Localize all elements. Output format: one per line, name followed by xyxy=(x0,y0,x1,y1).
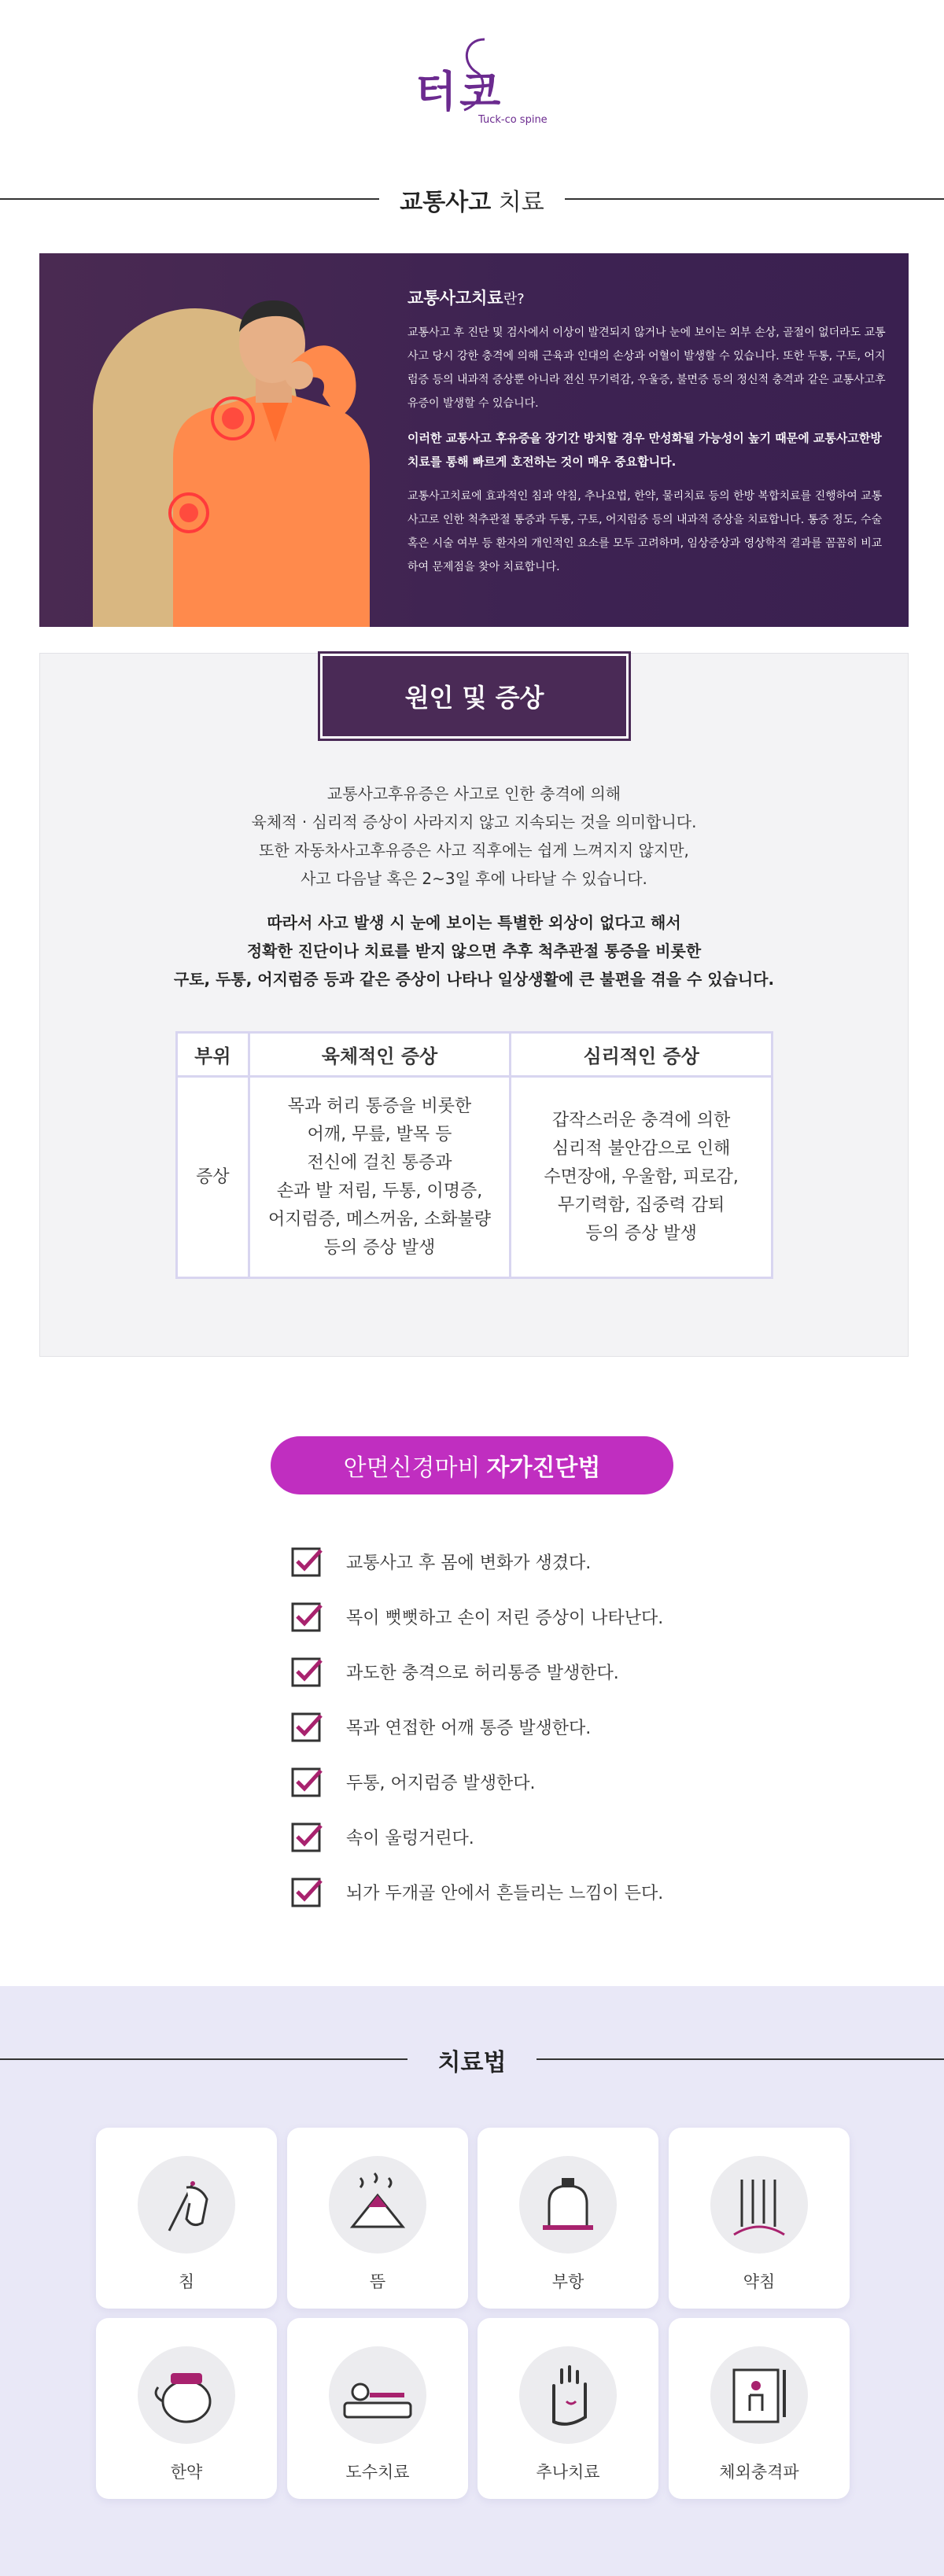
treatment-label: 부항 xyxy=(551,2272,584,2291)
checklist-item[interactable] xyxy=(291,1542,763,1597)
causes-line: 사고 다음날 혹은 2~3일 후에 나타날 수 있습니다. xyxy=(301,869,647,888)
table-header: 부위 xyxy=(177,1033,249,1077)
intro-paragraph-3: 교통사고치료에 효과적인 침과 약침, 추나요법, 한약, 물리치료 등의 한방 복합치료를 진행하여 교통사고로 인한 척추관절 통증과 두통, 구토, 어지럼증 등의 내과적 증상을 치료합니다. 통증 정도, 수술 혹은 시술 여부 등 환자의 개인적인 요소를 모두 고려하며, 임상증상과 영상학적 결과를 꼼꼼히 비교하여 문제점을 찾아 치료합니다. xyxy=(407,490,883,573)
checklist xyxy=(291,1542,763,1927)
symptom-table xyxy=(175,1031,773,1279)
patient-illustration xyxy=(142,277,393,627)
shockwave-icon xyxy=(710,2346,808,2444)
checklist-label: 두통, 어지럼증 발생한다. xyxy=(346,1774,536,1793)
treatment-label: 추나치료 xyxy=(536,2463,600,2482)
herbal-medicine-icon xyxy=(138,2346,235,2444)
checklist-label: 속이 울렁거린다. xyxy=(346,1829,474,1848)
logo-english: Tuck-co spine xyxy=(478,114,548,126)
causes-description xyxy=(40,779,908,993)
symptom-line: 어깨, 무릎, 발목 등 xyxy=(307,1124,452,1144)
checklist-item[interactable] xyxy=(291,1817,763,1872)
treatment-card-acupuncture[interactable] xyxy=(96,2128,277,2309)
symptom-line: 갑작스러운 충격에 의한 xyxy=(551,1110,731,1130)
section-title-treatment xyxy=(0,182,944,214)
self-diagnosis-title: 안면신경마비 자가진단법 xyxy=(271,1436,673,1494)
symptom-line: 무기력함, 집중력 감퇴 xyxy=(558,1195,725,1215)
treatment-card-moxibustion[interactable] xyxy=(287,2128,468,2309)
checklist-item[interactable] xyxy=(291,1872,763,1927)
chuna-icon xyxy=(519,2346,617,2444)
section-title-treatment-methods xyxy=(0,2043,944,2077)
causes-title: 원인 및 증상 xyxy=(320,654,629,739)
causes-line: 또한 자동차사고후유증은 사고 직후에는 쉽게 느껴지지 않지만, xyxy=(259,841,689,860)
table-header: 육체적인 증상 xyxy=(249,1033,511,1077)
checklist-label: 목이 뻣뻣하고 손이 저린 증상이 나타난다. xyxy=(346,1609,664,1628)
treatment-label: 도수치료 xyxy=(345,2463,410,2482)
table-row-label: 증상 xyxy=(177,1077,249,1278)
checkbox-checked-icon[interactable] xyxy=(291,1876,323,1907)
checkbox-checked-icon[interactable] xyxy=(291,1601,323,1632)
manual-therapy-icon xyxy=(329,2346,426,2444)
causes-bold-line: 구토, 두통, 어지럼증 등과 같은 증상이 나타나 일상생활에 큰 불편을 겪을 수 있습니다. xyxy=(173,970,775,989)
treatment-label: 침 xyxy=(178,2272,195,2291)
checklist-item[interactable] xyxy=(291,1762,763,1817)
checklist-label: 뇌가 두개골 안에서 흔들리는 느낌이 든다. xyxy=(346,1884,664,1903)
symptom-line: 목과 허리 통증을 비롯한 xyxy=(287,1096,472,1116)
psychological-symptoms-cell xyxy=(511,1077,773,1278)
checkbox-checked-icon[interactable] xyxy=(291,1656,323,1687)
checklist-item[interactable] xyxy=(291,1652,763,1707)
checkbox-checked-icon[interactable] xyxy=(291,1821,323,1852)
symptom-line: 어지럼증, 메스꺼움, 소화불량 xyxy=(268,1209,492,1229)
checklist-label: 과도한 충격으로 허리통증 발생한다. xyxy=(346,1664,619,1683)
treatment-label: 약침 xyxy=(743,2272,776,2291)
herbal-acupuncture-icon xyxy=(710,2156,808,2254)
treatment-card-herbal-acupuncture[interactable] xyxy=(669,2128,850,2309)
treatment-card-chuna[interactable] xyxy=(478,2318,658,2499)
table-header: 심리적인 증상 xyxy=(511,1033,773,1077)
logo[interactable] xyxy=(409,31,551,134)
intro-paragraph-2: 이러한 교통사고 후유증을 장기간 방치할 경우 만성화될 가능성이 높기 때문에 교통사고한방치료를 통해 빠르게 호전하는 것이 매우 중요합니다. xyxy=(407,431,882,469)
causes-section xyxy=(39,653,909,1357)
symptom-line: 손과 발 저림, 두통, 이명증, xyxy=(276,1181,483,1201)
symptom-line: 등의 증상 발생 xyxy=(585,1223,697,1244)
physical-symptoms-cell xyxy=(249,1077,511,1278)
intro-banner xyxy=(39,253,909,627)
causes-bold-line: 따라서 사고 발생 시 눈에 보이는 특별한 외상이 없다고 해서 xyxy=(267,913,681,932)
intro-text xyxy=(407,286,887,590)
checkbox-checked-icon[interactable] xyxy=(291,1711,323,1742)
cupping-icon xyxy=(519,2156,617,2254)
acupuncture-icon xyxy=(138,2156,235,2254)
checkbox-checked-icon[interactable] xyxy=(291,1766,323,1797)
treatment-title: 치료법 xyxy=(437,2049,507,2077)
checklist-label: 교통사고 후 몸에 변화가 생겼다. xyxy=(346,1553,592,1573)
treatment-card-shockwave[interactable] xyxy=(669,2318,850,2499)
symptom-line: 수면장애, 우울함, 피로감, xyxy=(544,1166,739,1187)
treatment-label: 뜸 xyxy=(369,2272,386,2291)
treatment-label: 한약 xyxy=(170,2463,203,2482)
moxibustion-icon xyxy=(329,2156,426,2254)
treatment-card-herbal-medicine[interactable] xyxy=(96,2318,277,2499)
checklist-item[interactable] xyxy=(291,1707,763,1762)
treatment-card-manual-therapy[interactable] xyxy=(287,2318,468,2499)
causes-line: 육체적 · 심리적 증상이 사라지지 않고 지속되는 것을 의미합니다. xyxy=(251,813,697,831)
causes-line: 교통사고후유증은 사고로 인한 충격에 의해 xyxy=(326,784,621,803)
intro-heading: 교통사고치료란? xyxy=(407,289,525,308)
causes-bold-line: 정확한 진단이나 치료를 받지 않으면 추후 척추관절 통증을 비롯한 xyxy=(246,942,702,960)
checklist-label: 목과 연접한 어깨 통증 발생한다. xyxy=(346,1719,592,1738)
checklist-item[interactable] xyxy=(291,1597,763,1652)
treatment-card-cupping[interactable] xyxy=(478,2128,658,2309)
treatment-label: 체외충격파 xyxy=(719,2463,799,2482)
symptom-line: 전신에 걸친 통증과 xyxy=(307,1152,452,1173)
logo-korean: 터코 xyxy=(415,67,504,116)
symptom-line: 심리적 불안감으로 인해 xyxy=(551,1138,731,1159)
page-title: 교통사고 치료 xyxy=(400,189,544,216)
checkbox-checked-icon[interactable] xyxy=(291,1546,323,1577)
symptom-line: 등의 증상 발생 xyxy=(323,1237,436,1258)
intro-paragraph-1: 교통사고 후 진단 및 검사에서 이상이 발견되지 않거나 눈에 보이는 외부 손상, 골절이 없더라도 교통사고 당시 강한 충격에 의해 근육과 인대의 손상과 어혈이 발생할 수 있습니다. 또한 두통, 구토, 어지럼증 등의 내과적 증상뿐 아니라 전신 무기력감, 우울증, 불면증 등의 정신적 충격과 같은 교통사고후유증이 발생할 수 있습니다. xyxy=(407,326,886,410)
